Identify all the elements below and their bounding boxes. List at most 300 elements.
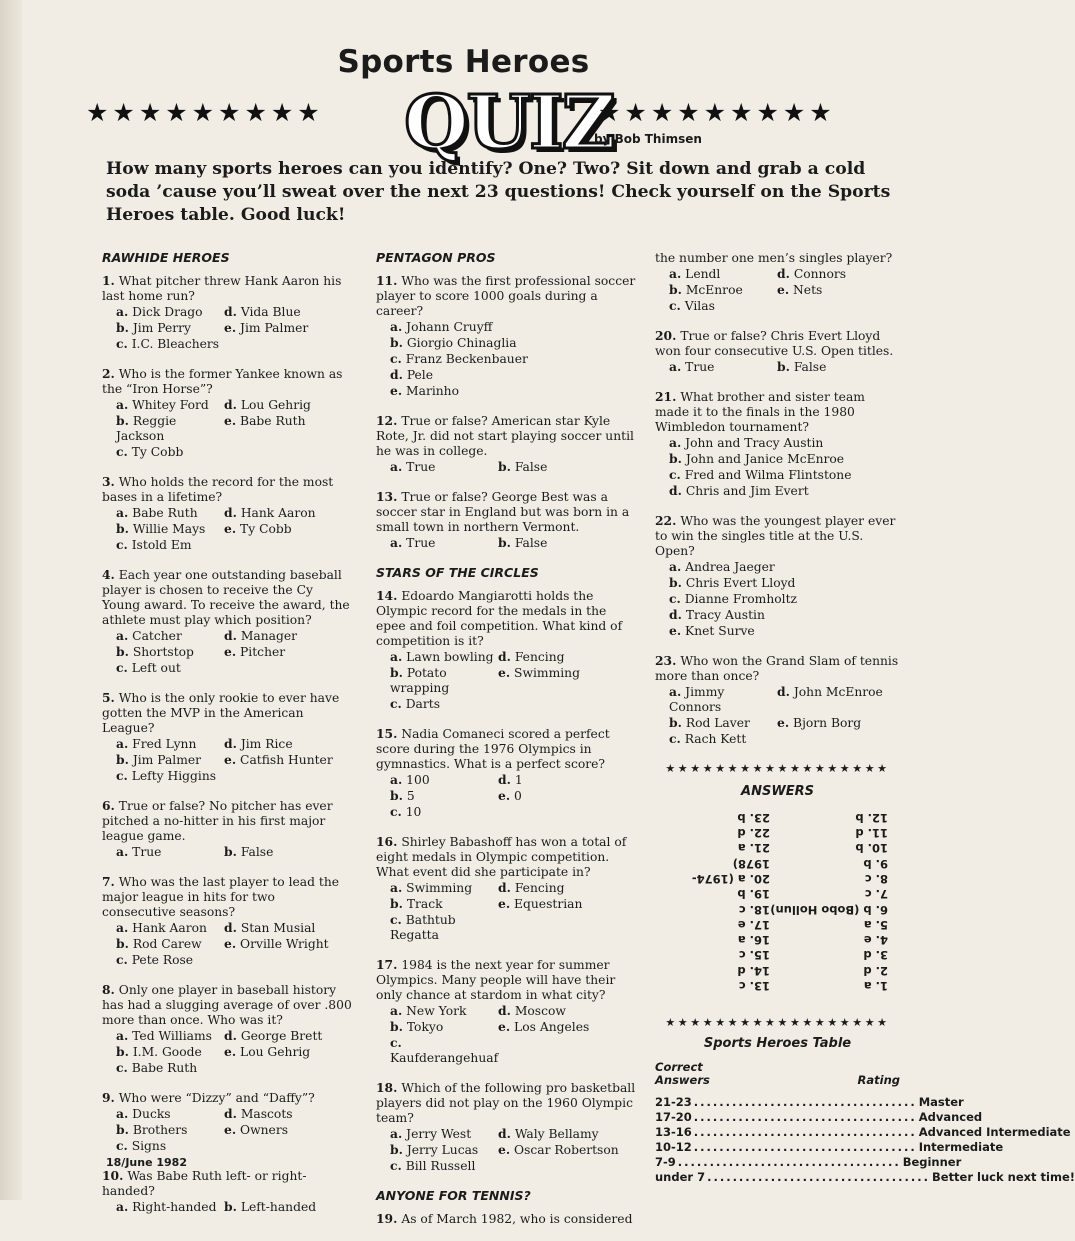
question-stem [102, 798, 352, 844]
option [669, 731, 777, 747]
row-rating: Advanced Intermediate [918, 1125, 1071, 1139]
row-range: 13-16 [655, 1125, 692, 1139]
option [390, 319, 636, 335]
option-text: Rod Carew [132, 937, 202, 951]
answer-item: 10. b [855, 841, 888, 856]
option-letter: d. [669, 483, 682, 498]
option-letter: b. [116, 644, 129, 659]
question-number: 8. [102, 982, 115, 997]
option-text: Vida Blue [240, 305, 301, 319]
option-letter: a. [390, 535, 403, 550]
option-text: Dick Drago [132, 305, 203, 319]
answer-item: 19. b [737, 887, 770, 902]
option-letter: a. [116, 736, 129, 751]
question-text: Who is the former Yankee known as the “Iron Horse”? [102, 367, 343, 396]
question-11 [376, 273, 636, 399]
question-options [376, 459, 636, 475]
option-text: 0 [514, 789, 522, 803]
option-letter: b. [116, 936, 129, 951]
option-letter: c. [669, 591, 681, 606]
option-text: Darts [405, 697, 441, 711]
option-letter: e. [498, 788, 511, 803]
option [390, 1019, 498, 1035]
question-options [376, 319, 636, 399]
option-text: Jerry West [406, 1127, 472, 1141]
option [116, 1028, 224, 1044]
question-options [102, 505, 352, 553]
option-letter: c. [669, 298, 681, 313]
option [224, 1028, 352, 1044]
option [669, 451, 900, 467]
option [116, 1122, 224, 1138]
question-20 [655, 328, 900, 375]
option-text: False [514, 536, 548, 550]
header-rating: Rating [857, 1073, 900, 1087]
question-text: Each year one outstanding baseball player is chosen to receive the Cy Young award. To receive the award, the athlete must play which position? [102, 568, 350, 627]
answer-item: 18. c [738, 902, 770, 917]
answer-item: 16. a [737, 933, 770, 948]
table-row [655, 1110, 983, 1125]
table-row [655, 1125, 1071, 1140]
question-stem [102, 474, 352, 505]
question-number: 23. [655, 653, 677, 668]
question-15 [376, 726, 636, 820]
question-options [376, 880, 636, 943]
option-text: Franz Beckenbauer [405, 352, 528, 366]
row-rating: Better luck next time! [932, 1170, 1075, 1184]
option-text: Left out [131, 661, 181, 675]
answer-item: 6. b (Bobo Hollun) [770, 902, 888, 917]
question-options [655, 435, 900, 499]
question-stem [102, 273, 352, 304]
question-stem [102, 690, 352, 736]
question-stem [376, 588, 636, 649]
option-text: Waly Bellamy [514, 1127, 599, 1141]
question-text: Was Babe Ruth left- or right-handed? [102, 1169, 307, 1198]
option [669, 715, 777, 731]
option-text: Swimming [514, 666, 580, 680]
option [669, 435, 900, 451]
question-1 [102, 273, 352, 352]
option-text: Pitcher [240, 645, 286, 659]
option-letter: a. [116, 304, 129, 319]
question-text: Only one player in baseball history has had a slugging average of over .800 more than once. Who was it? [102, 983, 352, 1027]
answer-item: 14. d [737, 963, 770, 978]
option-letter: b. [669, 575, 682, 590]
option [498, 1003, 636, 1019]
star-divider: ★★★★★★★★★★★★★★★★★★ [665, 762, 890, 775]
option-text: Ty Cobb [131, 445, 184, 459]
row-range: 10-12 [655, 1140, 692, 1154]
question-stem [655, 328, 900, 359]
option [669, 591, 900, 607]
option-letter: b. [390, 665, 403, 680]
question-number: 7. [102, 874, 115, 889]
option-text: George Brett [240, 1029, 323, 1043]
option [116, 537, 224, 553]
option-letter: b. [390, 335, 403, 350]
option [224, 1122, 352, 1138]
option [116, 660, 224, 676]
option-text: Istold Em [131, 538, 192, 552]
question-text: the number one men’s singles player? [655, 251, 893, 265]
option-text: Moscow [514, 1004, 566, 1018]
stars-left: ★★★★★★★★★ [86, 98, 324, 127]
option-letter: d. [669, 607, 682, 622]
option [669, 298, 777, 314]
option-letter: b. [116, 413, 129, 428]
option [224, 1106, 352, 1122]
option-letter: b. [669, 451, 682, 466]
option-text: False [240, 845, 274, 859]
option-text: Lendl [685, 267, 721, 281]
question-stem [102, 874, 352, 920]
option-letter: b. [116, 752, 129, 767]
question-text: What brother and sister team made it to the finals in the 1980 Wimbledon tournament? [655, 390, 865, 434]
question-number: 11. [376, 273, 398, 288]
option-letter: e. [224, 521, 237, 536]
option-letter: b. [498, 535, 511, 550]
option-letter: b. [669, 282, 682, 297]
option-text: Catcher [132, 629, 182, 643]
option-text: Jim Palmer [240, 321, 309, 335]
header-answers: Answers [655, 1073, 710, 1087]
question-number: 19. [376, 1211, 398, 1226]
option-letter: d. [224, 920, 237, 935]
option [498, 880, 636, 896]
question-number: 21. [655, 389, 677, 404]
option-text: Right-handed [132, 1200, 217, 1214]
option-letter: d. [777, 684, 790, 699]
question-stem [102, 1090, 352, 1106]
option [224, 736, 352, 752]
option-letter: b. [669, 715, 682, 730]
option-text: Marinho [406, 384, 460, 398]
option-letter: a. [390, 459, 403, 474]
answer-item: 21. a [737, 841, 770, 856]
option-text: True [132, 845, 162, 859]
option [498, 665, 636, 696]
answer-item: 8. c [864, 871, 888, 886]
option-letter: a. [669, 359, 682, 374]
question-text: Who won the Grand Slam of tennis more than once? [655, 654, 899, 683]
option-letter: a. [116, 397, 129, 412]
table-title: Sports Heroes Table [703, 1036, 852, 1051]
question-number: 13. [376, 489, 398, 504]
question-14 [376, 588, 636, 712]
option-letter: d. [498, 772, 511, 787]
intro-text: How many sports heroes can you identify? One? Two? Sit down and grab a cold soda ’cause you’ll sweat over the next 23 questions! Check yourself on the Sports Heroes table. Good luck! [106, 159, 891, 225]
question-options [102, 1028, 352, 1076]
option-text: Fred and Wilma Flintstone [684, 468, 852, 482]
option-text: 100 [406, 773, 430, 787]
option-text: Jimmy Connors [669, 685, 725, 714]
option [116, 1060, 224, 1076]
row-dots: ................................... [693, 1095, 917, 1109]
option-text: Ted Williams [132, 1029, 212, 1043]
option-letter: e. [498, 1019, 511, 1034]
question-options [102, 397, 352, 460]
option [116, 304, 224, 320]
option [390, 880, 498, 896]
option-text: Hank Aaron [132, 921, 207, 935]
option-text: Fencing [514, 650, 565, 664]
option-text: Chris Evert Lloyd [685, 576, 796, 590]
option-letter: c. [116, 768, 128, 783]
option-letter: d. [777, 266, 790, 281]
stars-right: ★★★★★★★★★ [598, 98, 836, 127]
question-number: 20. [655, 328, 677, 343]
option-text: Vilas [684, 299, 715, 313]
byline: by Bob Thimsen [594, 132, 702, 146]
option-text: True [406, 536, 436, 550]
question-options [655, 684, 900, 747]
option [224, 628, 352, 644]
row-range: under 7 [655, 1170, 706, 1184]
row-rating: Master [918, 1095, 964, 1109]
question-17 [376, 957, 636, 1066]
question-10 [102, 1168, 352, 1215]
question-stem [102, 366, 352, 397]
option [390, 896, 498, 912]
option-letter: e. [224, 320, 237, 335]
option [777, 266, 900, 282]
option-letter: e. [669, 623, 682, 638]
table-row [655, 1170, 1075, 1185]
table-header [655, 1061, 900, 1087]
option [116, 644, 224, 660]
option-letter: c. [390, 804, 402, 819]
option [116, 844, 224, 860]
option-text: McEnroe [685, 283, 743, 297]
question-number: 1. [102, 273, 115, 288]
question-text: 1984 is the next year for summer Olympics. Many people will have their only chance at stardom in what city? [376, 958, 616, 1002]
answers-upside-down [655, 805, 900, 1005]
option [669, 467, 900, 483]
option-text: Left-handed [240, 1200, 317, 1214]
question-16 [376, 834, 636, 943]
option-text: Knet Surve [685, 624, 755, 638]
option [224, 521, 352, 537]
option-letter: d. [390, 367, 403, 382]
question-18 [376, 1080, 636, 1174]
option-text: Reggie Jackson [116, 414, 177, 443]
option [498, 1126, 636, 1142]
answer-item: 5. a [863, 917, 888, 932]
option-text: Orville Wright [240, 937, 329, 951]
option [116, 413, 224, 444]
option-letter: c. [116, 336, 128, 351]
option [669, 623, 900, 639]
row-dots: ................................... [693, 1140, 917, 1154]
option-text: Owners [240, 1123, 289, 1137]
question-text: True or false? American star Kyle Rote, Jr. did not start playing soccer until he was in college. [376, 414, 634, 458]
question-text: True or false? No pitcher has ever pitched a no-hitter in his first major league game. [102, 799, 333, 843]
question-3 [102, 474, 352, 553]
option-text: John McEnroe [793, 685, 883, 699]
option-letter: e. [777, 282, 790, 297]
question-stem [376, 957, 636, 1003]
option [116, 920, 224, 936]
option [224, 320, 352, 336]
row-range: 21-23 [655, 1095, 692, 1109]
option-letter: e. [224, 1044, 237, 1059]
option-letter: a. [116, 920, 129, 935]
option [498, 788, 636, 804]
option-text: Bathtub Regatta [390, 913, 456, 942]
question-stem [376, 1080, 636, 1126]
option-letter: b. [224, 1199, 237, 1214]
option-letter: c. [116, 1138, 128, 1153]
question-stem [102, 567, 352, 628]
option [390, 1142, 498, 1158]
question-12 [376, 413, 636, 475]
question-options [376, 1126, 636, 1174]
option-text: Ducks [132, 1107, 171, 1121]
answer-item: 17. e [737, 917, 770, 932]
option-letter: b. [390, 896, 403, 911]
question-stem [376, 413, 636, 459]
answer-item: 15. c [738, 948, 770, 963]
option-text: Whitey Ford [132, 398, 209, 412]
option-letter: c. [390, 351, 402, 366]
option [224, 1199, 352, 1215]
option-text: Pete Rose [131, 953, 194, 967]
option-text: Potato wrapping [390, 666, 450, 695]
question-number: 2. [102, 366, 115, 381]
option-letter: e. [498, 1142, 511, 1157]
question-21 [655, 389, 900, 499]
option-letter: d. [224, 1028, 237, 1043]
option [116, 952, 224, 968]
row-dots: ................................... [693, 1110, 917, 1124]
option-letter: e. [224, 752, 237, 767]
question-5 [102, 690, 352, 784]
option [669, 684, 777, 715]
option [390, 1003, 498, 1019]
option-text: Giorgio Chinaglia [406, 336, 517, 350]
star-divider: ★★★★★★★★★★★★★★★★★★ [665, 1016, 890, 1029]
option-letter: e. [390, 383, 403, 398]
answer-item: 9. b [863, 856, 888, 871]
option [224, 304, 352, 320]
option [224, 413, 352, 444]
answer-item: 11. d [855, 826, 888, 841]
question-options [102, 736, 352, 784]
option [224, 752, 352, 768]
option [390, 367, 636, 383]
option-text: John and Tracy Austin [685, 436, 824, 450]
question-19-continued [655, 251, 900, 314]
option-letter: a. [116, 844, 129, 859]
answers-column-1 [770, 809, 888, 993]
answer-item: 23. b [737, 810, 770, 825]
section-pentagon-pros: PENTAGON PROS [376, 250, 496, 265]
row-dots: ................................... [707, 1170, 930, 1184]
question-number: 14. [376, 588, 398, 603]
option [116, 1106, 224, 1122]
option-text: Catfish Hunter [240, 753, 333, 767]
question-stem [102, 982, 352, 1028]
option-letter: a. [116, 1028, 129, 1043]
option-text: Babe Ruth [131, 1061, 198, 1075]
option [390, 1035, 498, 1066]
question-number: 12. [376, 413, 398, 428]
option-letter: a. [669, 435, 682, 450]
option-text: Jim Rice [240, 737, 293, 751]
question-text: Who was the youngest player ever to win the singles title at the U.S. Open? [655, 514, 896, 558]
page-footer: 18/June 1982 [106, 1156, 187, 1169]
option-text: Chris and Jim Evert [685, 484, 809, 498]
question-options [102, 628, 352, 676]
header-correct: Correct [655, 1060, 703, 1074]
answer-item: 22. d [737, 826, 770, 841]
option-text: Ty Cobb [240, 522, 292, 536]
option [498, 459, 636, 475]
question-text: Who were “Dizzy” and “Daffy”? [118, 1091, 315, 1105]
option-text: False [514, 460, 548, 474]
question-options [102, 304, 352, 352]
option-text: Babe Ruth [132, 506, 198, 520]
option-letter: c. [669, 731, 681, 746]
question-text: Who was the first professional soccer player to score 1000 goals during a career? [376, 274, 636, 318]
option-letter: e. [224, 1122, 237, 1137]
option [390, 649, 498, 665]
option-text: 10 [405, 805, 422, 819]
option-letter: b. [116, 521, 129, 536]
option-text: Swimming [406, 881, 473, 895]
option-letter: c. [390, 1035, 402, 1050]
option-letter: a. [116, 505, 129, 520]
option-letter: d. [224, 304, 237, 319]
option-letter: d. [224, 628, 237, 643]
option-text: Nets [793, 283, 823, 297]
option-letter: b. [777, 359, 790, 374]
option-letter: e. [224, 644, 237, 659]
option [390, 788, 498, 804]
row-dots: ................................... [677, 1155, 901, 1169]
option [116, 505, 224, 521]
answer-item: 1. a [863, 979, 888, 993]
option [116, 1044, 224, 1060]
option [390, 665, 498, 696]
option [390, 335, 636, 351]
option-text: Lou Gehrig [240, 1045, 311, 1059]
option-text: I.C. Bleachers [131, 337, 220, 351]
question-stem [376, 273, 636, 319]
question-number: 17. [376, 957, 398, 972]
option-text: Stan Musial [240, 921, 316, 935]
question-23 [655, 653, 900, 747]
option-text: Rach Kett [684, 732, 747, 746]
answers-title: ANSWERS [741, 784, 814, 799]
option [116, 444, 224, 460]
option-letter: c. [116, 444, 128, 459]
option-letter: a. [116, 1106, 129, 1121]
option-letter: c. [390, 1158, 402, 1173]
option [390, 351, 636, 367]
option-text: John and Janice McEnroe [685, 452, 845, 466]
question-4 [102, 567, 352, 676]
option-letter: d. [224, 505, 237, 520]
option [116, 936, 224, 952]
option [498, 649, 636, 665]
option [777, 684, 900, 715]
option [669, 483, 900, 499]
option-text: Track [406, 897, 443, 911]
option [224, 505, 352, 521]
option-text: Kaufderangehuaf [390, 1051, 499, 1065]
